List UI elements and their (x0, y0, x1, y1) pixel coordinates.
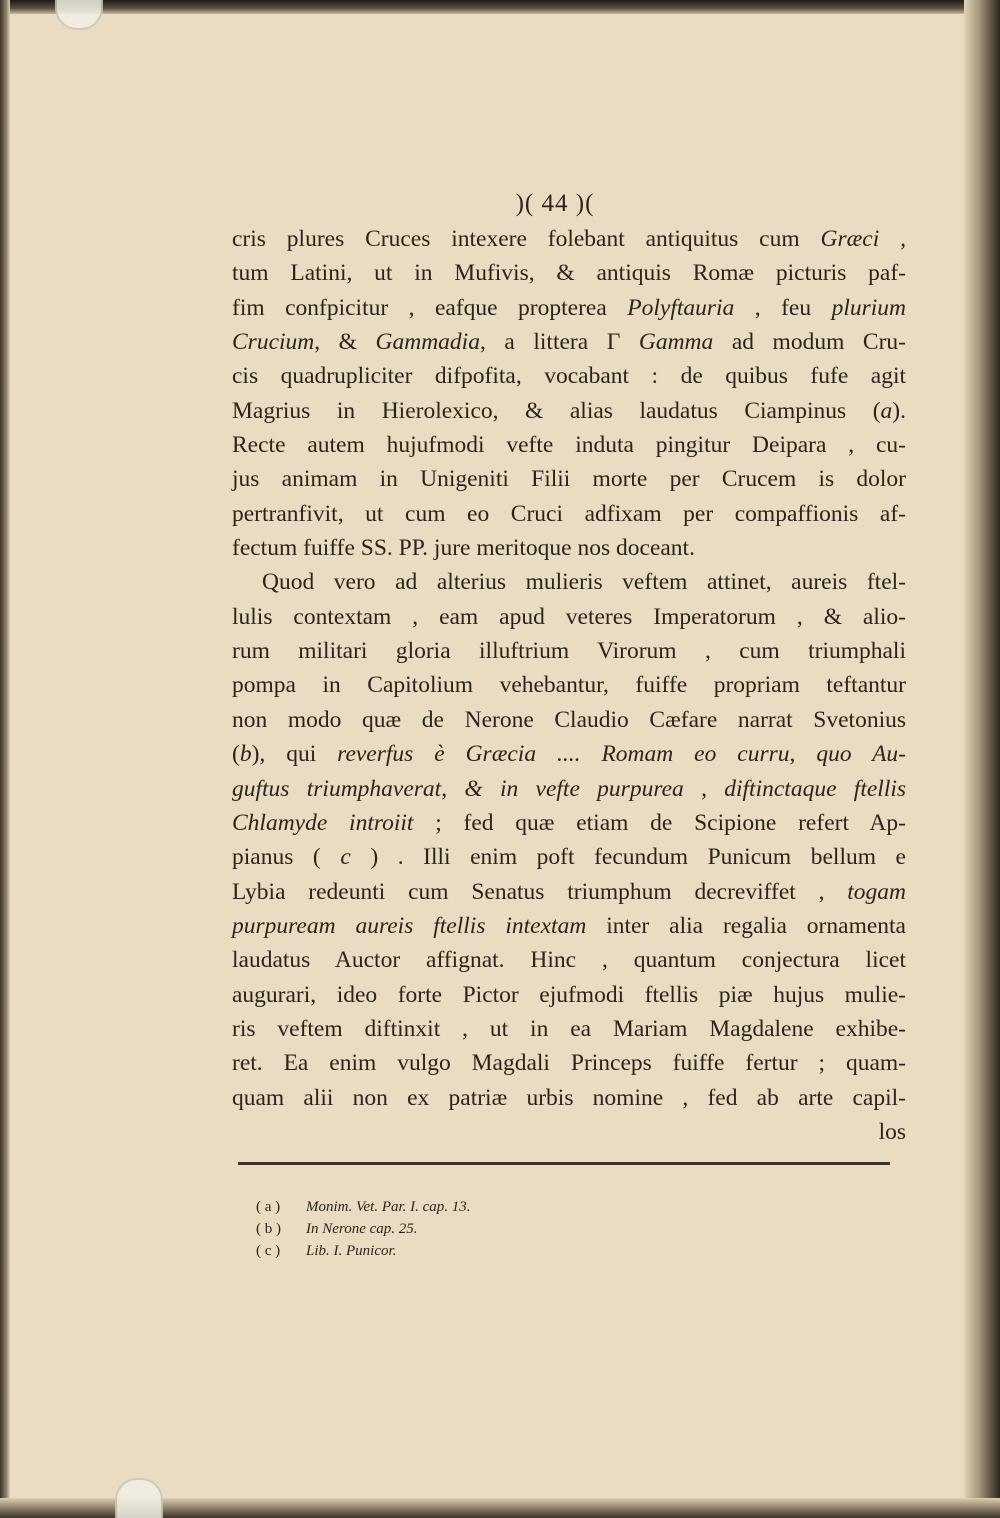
text-line (232, 1115, 906, 1149)
text-line (232, 668, 906, 702)
book-spine-edge (964, 0, 1000, 1518)
text-line (232, 943, 906, 977)
text-segment: pertranfivit, ut cum eo Cruci adfixam per compaffionis af- (232, 500, 906, 527)
text-segment: , (683, 775, 725, 802)
italic-text-segment: Romam eo curru (601, 741, 790, 768)
text-segment: cris plures Cruces intexere folebant antiquitus cum (232, 226, 821, 252)
text-line (232, 634, 906, 668)
scanner-clip-bottom (115, 1478, 163, 1518)
text-line (232, 222, 906, 256)
italic-text-segment: Gammadia (375, 329, 480, 356)
text-segment: , (441, 775, 465, 802)
text-segment: ret. Ea enim vulgo Magdali Princeps fuiffe fertur ; quam- (232, 1050, 906, 1077)
text-segment: ). (892, 397, 906, 424)
footnote (256, 1218, 656, 1240)
text-segment: rum militari gloria illuftrium Virorum , cum triumphali (232, 638, 906, 665)
text-segment: ), qui (251, 741, 338, 768)
footnote-text: In Nerone cap. 25. (306, 1221, 418, 1237)
text-segment: cis quadrupliciter difpofita, vocabant : de quibus fufe agit (232, 363, 906, 390)
italic-text-segment: Crucium (232, 329, 315, 356)
italic-text-segment: guftus triumphaverat (232, 775, 442, 802)
italic-text-segment: purpuream aureis ftellis intextam (232, 912, 587, 939)
text-line (232, 394, 906, 428)
text-segment: , feu (734, 294, 832, 321)
text-line (232, 978, 906, 1012)
footnote (256, 1240, 656, 1262)
italic-text-segment: plurium (831, 294, 906, 321)
text-line (232, 359, 906, 393)
text-segment: los (878, 1118, 906, 1145)
text-line (232, 1081, 906, 1115)
italic-text-segment: a (880, 397, 893, 424)
text-segment: jus animam in Unigeniti Filii morte per Crucem is dolor (232, 466, 906, 493)
italic-text-segment: & in vefte purpurea (464, 775, 684, 802)
italic-text-segment: quo Au- (816, 741, 907, 768)
text-line (232, 875, 906, 909)
italic-text-segment: Græci , (820, 226, 906, 252)
text-segment: ; fed quæ etiam de Scipione refert Ap- (413, 809, 906, 836)
text-line (232, 909, 906, 943)
text-line (232, 703, 906, 737)
text-line (232, 840, 906, 874)
page-header-number: )( 44 )( (515, 190, 595, 217)
text-line (232, 772, 906, 806)
text-segment: fectum fuiffe SS. PP. jure meritoque nos doceant. (232, 535, 695, 562)
italic-text-segment: diftinctaque ftellis (724, 775, 907, 802)
text-line (232, 291, 906, 325)
footnotes (256, 1196, 656, 1262)
text-segment: , a littera Γ (479, 329, 639, 356)
text-segment: , (789, 741, 817, 768)
text-segment: Lybia redeunti cum Senatus triumphum decreviffet , (232, 878, 848, 905)
text-segment: ad modum Cru- (713, 329, 906, 356)
text-segment: fim confpicitur , eafque propterea (232, 294, 628, 321)
page-left-edge-shadow (0, 0, 10, 1518)
footnote-text: Monim. Vet. Par. I. cap. 13. (306, 1199, 471, 1215)
text-segment: laudatus Auctor affignat. Hinc , quantum conjectura licet (232, 947, 906, 974)
text-segment: , & (314, 329, 376, 356)
text-line (232, 1012, 906, 1046)
text-segment: pianus ( (232, 844, 341, 871)
text-segment: Quod vero ad alterius mulieris veftem attinet, aureis ftel- (262, 569, 906, 596)
text-segment: non modo quæ de Nerone Claudio Cæfare narrat Svetonius (232, 706, 906, 733)
footnote-mark: ( a ) (256, 1199, 281, 1215)
text-line (232, 565, 906, 599)
italic-text-segment: Chlamyde introiit (232, 809, 414, 836)
text-segment: pompa in Capitolium vehebantur, fuiffe propriam teftantur (232, 672, 906, 699)
text-line (232, 325, 906, 359)
text-line (232, 737, 906, 771)
text-segment: ( (232, 741, 240, 768)
text-line (232, 531, 906, 565)
scanner-clip-top (55, 0, 103, 30)
text-segment: ) . Illi enim poft fecundum Punicum bellum e (350, 844, 906, 871)
text-line (232, 256, 906, 290)
text-line (232, 600, 906, 634)
text-segment: Recte autem hujufmodi vefte induta pingitur Deipara , cu- (232, 432, 906, 459)
text-line (232, 462, 906, 496)
text-line (232, 497, 906, 531)
footnote-separator-rule (238, 1162, 890, 1165)
text-segment: ris veftem diftinxit , ut in ea Mariam Magdalene exhibe- (232, 1015, 906, 1042)
footnote-mark: ( c ) (256, 1243, 281, 1259)
text-segment: tum Latini, ut in Mufivis, & antiquis Romæ picturis paf- (232, 260, 906, 287)
footnote-text: Lib. I. Punicor. (306, 1243, 397, 1259)
italic-text-segment: togam (847, 878, 906, 905)
footnote-mark: ( b ) (256, 1221, 281, 1237)
text-segment: inter alia regalia ornamenta (586, 912, 906, 939)
footnote (256, 1196, 656, 1218)
italic-text-segment: Polyftauria (627, 294, 735, 321)
text-segment: Magrius in Hierolexico, & alias laudatus Ciampinus ( (232, 397, 881, 424)
italic-text-segment: reverfus è Græcia .... (337, 741, 602, 768)
text-line (232, 1046, 906, 1080)
body-text (232, 222, 906, 1149)
italic-text-segment: b (239, 741, 252, 768)
italic-text-segment: Gamma (638, 329, 714, 356)
text-segment: quam alii non ex patriæ urbis nomine , fed ab arte capil- (232, 1084, 906, 1111)
text-line (232, 806, 906, 840)
text-segment: augurari, ideo forte Pictor ejufmodi ftellis piæ hujus mulie- (232, 981, 906, 1008)
italic-text-segment: c (340, 844, 351, 871)
page-top-edge-shadow (0, 0, 1000, 14)
text-line (232, 428, 906, 462)
text-segment: lulis contextam , eam apud veteres Imperatorum , & alio- (232, 603, 906, 630)
